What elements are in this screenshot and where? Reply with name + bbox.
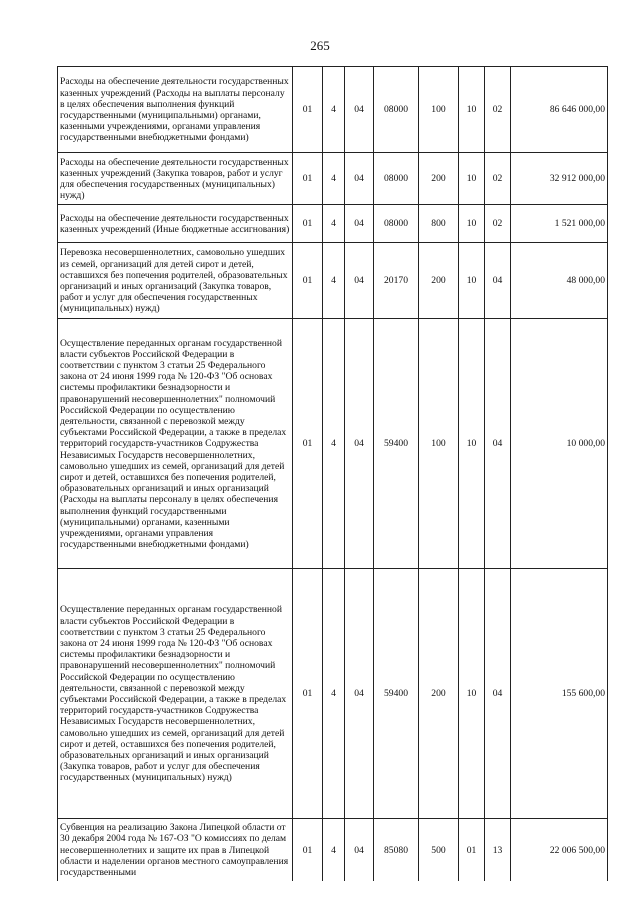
amount-cell: 86 646 000,00 [511, 67, 608, 153]
table-row [58, 569, 608, 819]
code-cell: 01 [293, 569, 323, 819]
code-cell: 02 [485, 67, 511, 153]
code-cell: 4 [323, 153, 345, 205]
page-number: 265 [310, 38, 330, 53]
code-cell: 4 [323, 67, 345, 153]
code-cell: 4 [323, 819, 345, 881]
code-cell: 10 [459, 67, 485, 153]
code-cell: 4 [323, 319, 345, 569]
code-cell: 100 [419, 67, 459, 153]
row-description: Перевозка несовершеннолетних, самовольно ушедших из семей, организаций для детей сирот и детей, оставшихся без попечения родителей, образовательных организаций и иных организаций (Закупка товаров, работ и услуг для обеспечения государственных (муниципальных) нужд) [58, 243, 293, 319]
table-row [58, 205, 608, 243]
code-cell: 04 [345, 319, 374, 569]
code-cell: 08000 [374, 205, 419, 243]
code-cell: 04 [345, 153, 374, 205]
row-description: Расходы на обеспечение деятельности государственных казенных учреждений (Закупка товаров, работ и услуг для обеспечения государственных (муниципальных) нужд) [58, 153, 293, 205]
row-description: Осуществление переданных органам государственной власти субъектов Российской Федерации в соответствии с пунктом 3 статьи 25 Федерального закона от 24 июня 1999 года № 120-ФЗ "Об основах системы профилактики безнадзорности и правонарушений несовершеннолетних" полномочий Российской Федерации по осуществлению деятельности, связанной с перевозкой между субъектами Российской Федерации, а также в пределах территорий государств-участников Содружества Независимых Государств несовершеннолетних, самовольно ушедших из семей, организаций для детей сирот и детей, оставшихся без попечения родителей, образовательных организаций и иных организаций (Расходы на выплаты персоналу в целях обеспечения выполнения функций государственными (муниципальными) органами, казенными учреждениями, органами управления государственными внебюджетными фондами) [58, 319, 293, 569]
code-cell: 04 [345, 205, 374, 243]
code-cell: 10 [459, 153, 485, 205]
budget-table [57, 66, 608, 881]
code-cell: 59400 [374, 319, 419, 569]
code-cell: 08000 [374, 67, 419, 153]
code-cell: 800 [419, 205, 459, 243]
code-cell: 200 [419, 569, 459, 819]
code-cell: 02 [485, 153, 511, 205]
code-cell: 08000 [374, 153, 419, 205]
code-cell: 04 [345, 67, 374, 153]
code-cell: 04 [345, 569, 374, 819]
code-cell: 01 [293, 205, 323, 243]
row-description: Расходы на обеспечение деятельности государственных казенных учреждений (Расходы на выплаты персоналу в целях обеспечения выполнения функций государственными (муниципальными) органами, казенными учреждениями, органами управления государственными внебюджетными фондами) [58, 67, 293, 153]
amount-cell: 22 006 500,00 [511, 819, 608, 881]
code-cell: 10 [459, 569, 485, 819]
amount-cell: 10 000,00 [511, 319, 608, 569]
amount-cell: 48 000,00 [511, 243, 608, 319]
row-description: Расходы на обеспечение деятельности государственных казенных учреждений (Иные бюджетные ассигнования) [58, 205, 293, 243]
table-row [58, 819, 608, 881]
code-cell: 01 [293, 243, 323, 319]
code-cell: 100 [419, 319, 459, 569]
code-cell: 4 [323, 569, 345, 819]
amount-cell: 32 912 000,00 [511, 153, 608, 205]
code-cell: 4 [323, 243, 345, 319]
code-cell: 04 [485, 569, 511, 819]
code-cell: 10 [459, 205, 485, 243]
code-cell: 20170 [374, 243, 419, 319]
table-row [58, 153, 608, 205]
code-cell: 04 [485, 319, 511, 569]
code-cell: 500 [419, 819, 459, 881]
code-cell: 10 [459, 243, 485, 319]
amount-cell: 1 521 000,00 [511, 205, 608, 243]
code-cell: 4 [323, 205, 345, 243]
row-description: Осуществление переданных органам государственной власти субъектов Российской Федерации в соответствии с пунктом 3 статьи 25 Федерального закона от 24 июня 1999 года № 120-ФЗ "Об основах системы профилактики безнадзорности и правонарушений несовершеннолетних" полномочий Российской Федерации по осуществлению деятельности, связанной с перевозкой между субъектами Российской Федерации, а также в пределах территорий государств-участников Содружества Независимых Государств несовершеннолетних, самовольно ушедших из семей, организаций для детей сирот и детей, оставшихся без попечения родителей, образовательных организаций и иных организаций (Закупка товаров, работ и услуг для обеспечения государственных (муниципальных) нужд) [58, 569, 293, 819]
code-cell: 01 [293, 67, 323, 153]
table-row [58, 67, 608, 153]
code-cell: 200 [419, 153, 459, 205]
code-cell: 01 [293, 319, 323, 569]
code-cell: 04 [345, 243, 374, 319]
code-cell: 13 [485, 819, 511, 881]
code-cell: 04 [485, 243, 511, 319]
code-cell: 200 [419, 243, 459, 319]
row-description: Субвенция на реализацию Закона Липецкой области от 30 декабря 2004 года № 167-ОЗ "О комиссиях по делам несовершеннолетних и защите их прав в Липецкой области и наделении органов местного самоуправления государственными [58, 819, 293, 881]
code-cell: 85080 [374, 819, 419, 881]
code-cell: 02 [485, 205, 511, 243]
code-cell: 01 [293, 153, 323, 205]
code-cell: 10 [459, 319, 485, 569]
table-row [58, 319, 608, 569]
code-cell: 59400 [374, 569, 419, 819]
code-cell: 01 [293, 819, 323, 881]
amount-cell: 155 600,00 [511, 569, 608, 819]
code-cell: 01 [459, 819, 485, 881]
table-row [58, 243, 608, 319]
code-cell: 04 [345, 819, 374, 881]
